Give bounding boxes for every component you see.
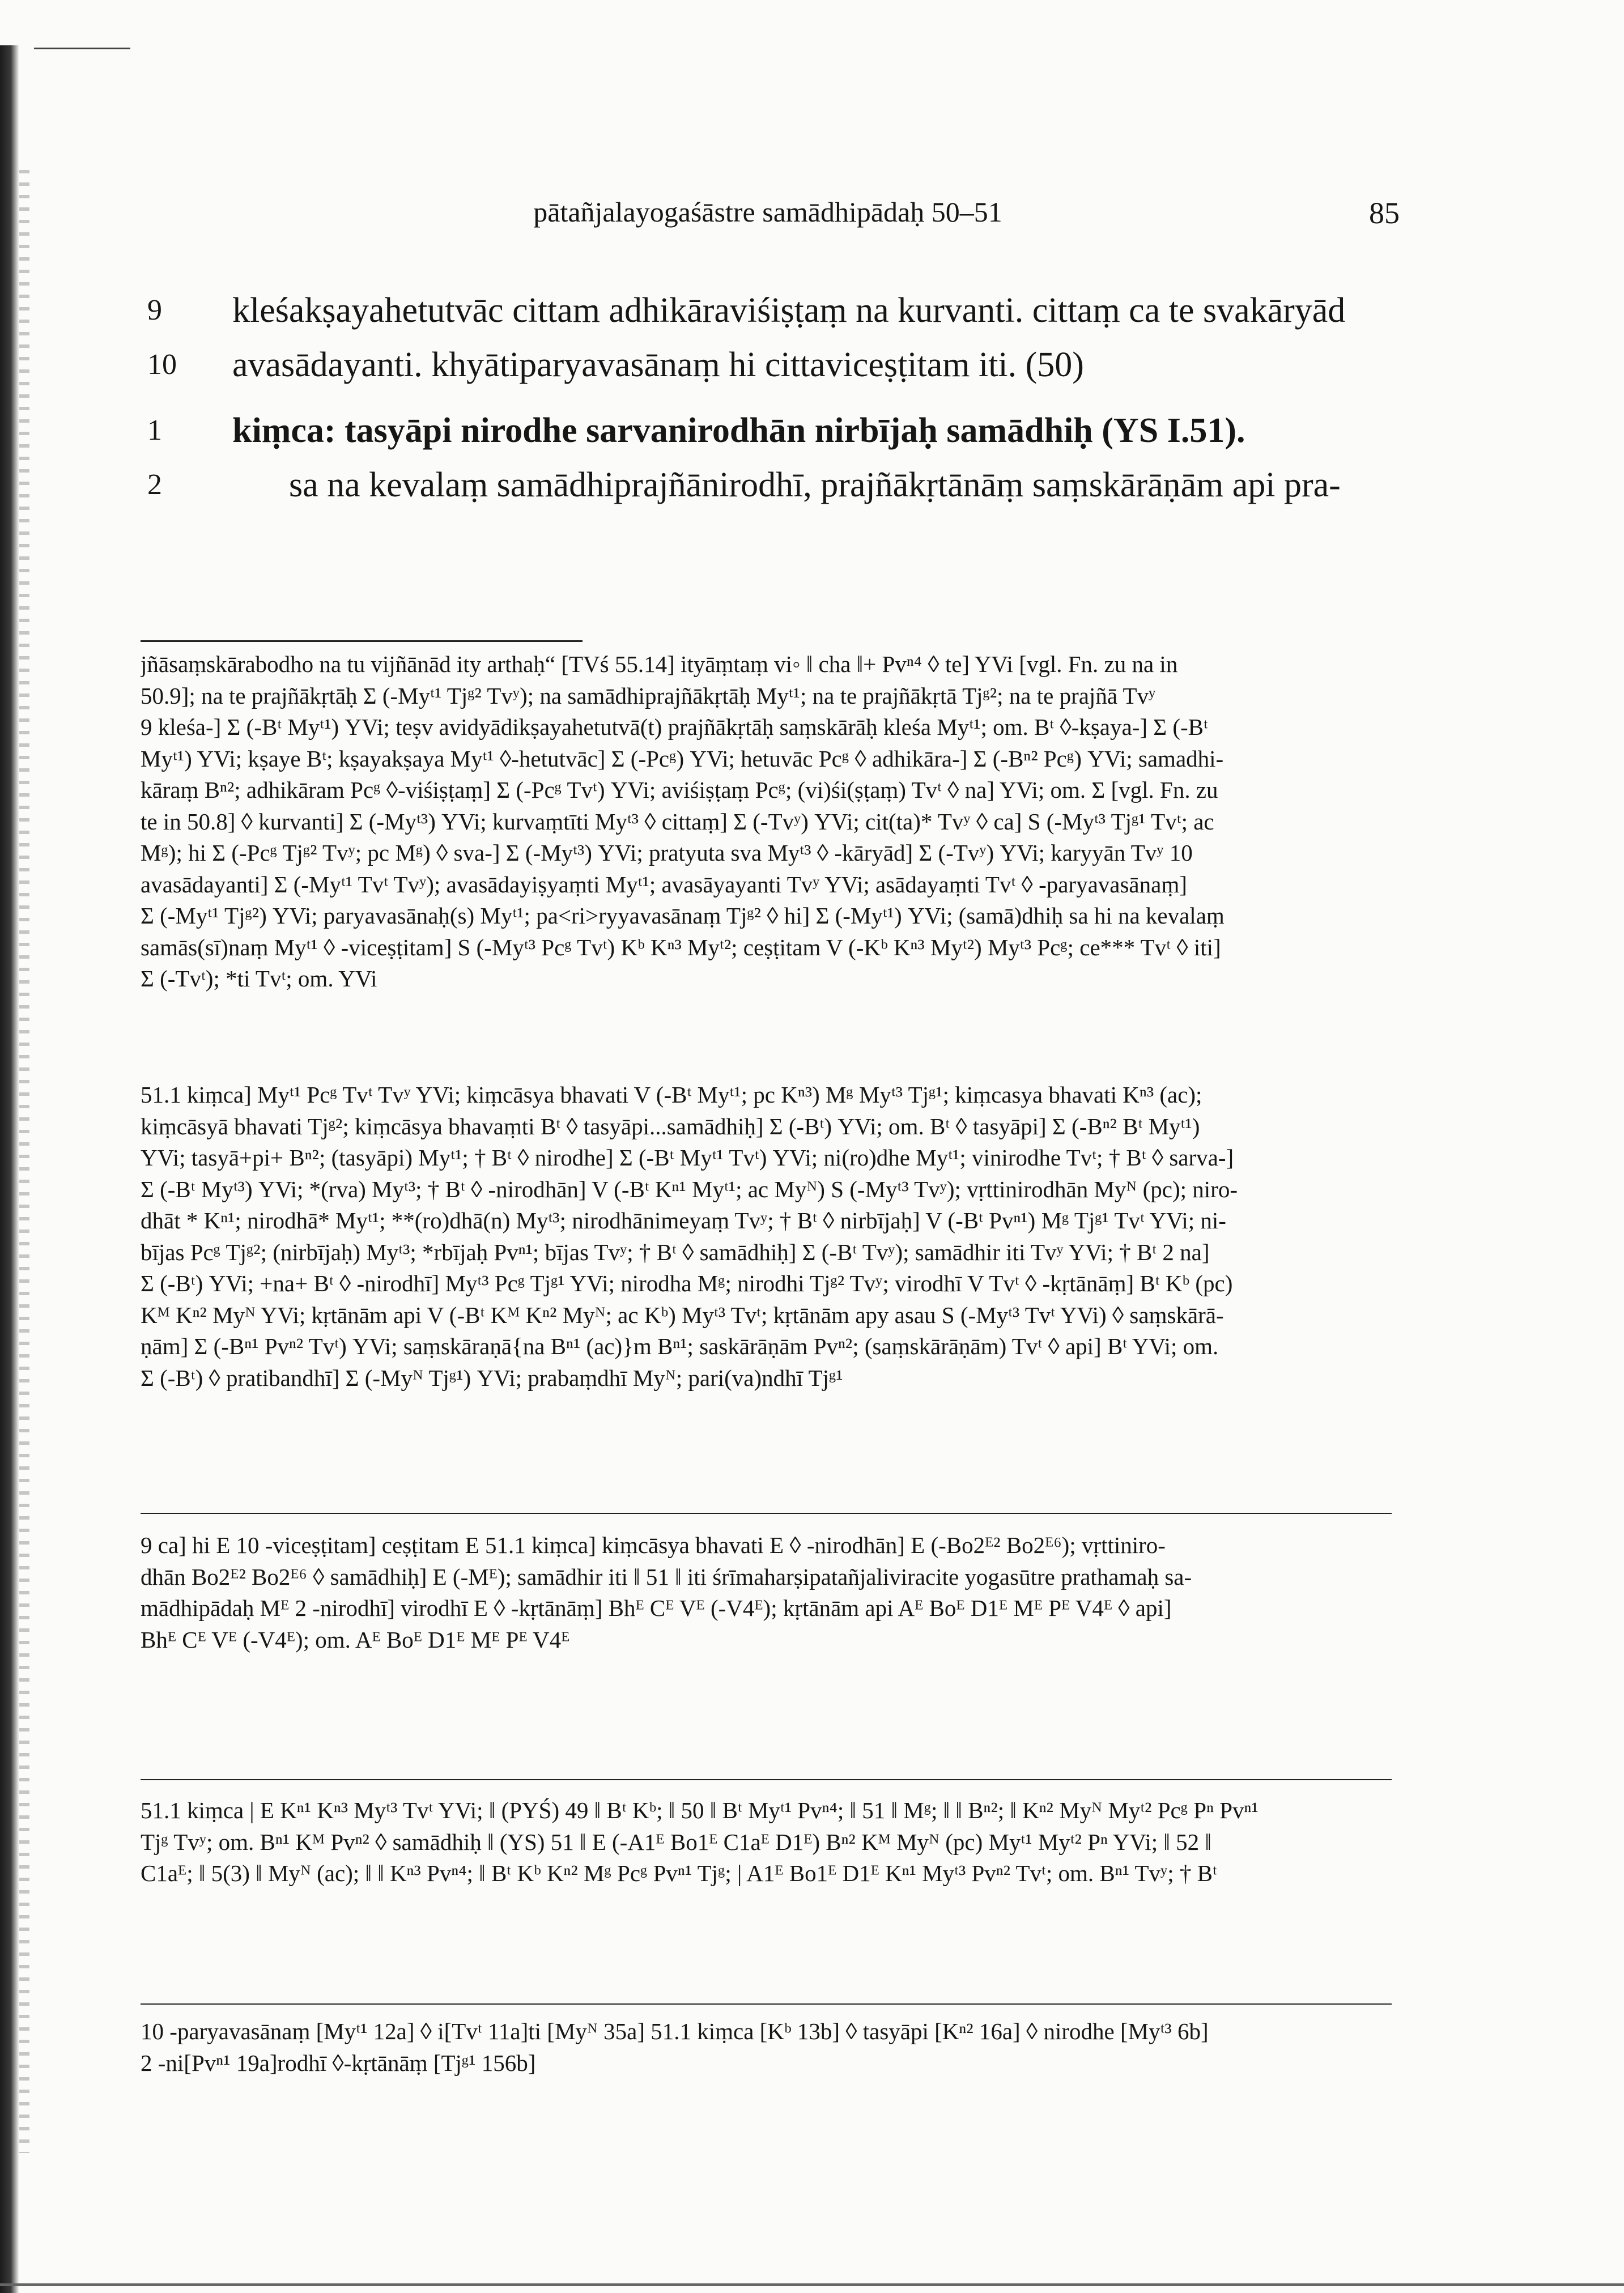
apparatus-1 <box>141 649 1392 995</box>
page-number: 85 <box>1369 196 1400 230</box>
apparatus-line: C1aᴱ; ‖ 5(3) ‖ Myᴺ (ac); ‖ ‖ Kⁿ³ Pvⁿ⁴; ‖ Bᵗ Kᵇ Kⁿ² Mᵍ Pcᵍ Pvⁿ¹ Tjᵍ; | A1ᴱ Bo1ᴱ D1ᴱ Kⁿ¹ Myᵗ³ Pvⁿ² Tvᵗ; om. Bⁿ¹ Tvʸ; † Bᵗ <box>141 1860 1217 1886</box>
apparatus-line: avasādayanti] Σ (-Myᵗ¹ Tvᵗ Tvʸ); avasādayiṣyaṃti Myᵗ¹; avasāyayanti Tvʸ YVi; asādayaṃti Tvᵗ ◊ -paryavasānaṃ] <box>141 871 1187 897</box>
apparatus-5 <box>141 2016 1392 2079</box>
line-number: 10 <box>147 348 177 381</box>
sutra-text: kiṃca: tasyāpi nirodhe sarvanirodhān nirbījaḥ samādhiḥ (YS I.51). <box>232 411 1245 450</box>
apparatus-line: dhāt * Kⁿ¹; nirodhā* Myᵗ¹; **(ro)dhā(n) Myᵗ³; nirodhānimeyaṃ Tvʸ; † Bᵗ ◊ nirbījaḥ] V (-Bᵗ Pvⁿ¹) Mᵍ Tjᵍ¹ Tvᵗ YVi; ni- <box>141 1207 1226 1233</box>
apparatus-line: kiṃcāsyā bhavati Tjᵍ²; kiṃcāsya bhavaṃti Bᵗ ◊ tasyāpi...samādhiḥ] Σ (-Bᵗ) YVi; om. Bᵗ ◊ tasyāpi] Σ (-Bⁿ² Bᵗ Myᵗ¹) <box>141 1113 1200 1139</box>
apparatus-line: Σ (-Bᵗ) ◊ pratibandhī] Σ (-Myᴺ Tjᵍ¹) YVi; prabaṃdhī Myᴺ; pari(va)ndhī Tjᵍ¹ <box>141 1364 843 1391</box>
apparatus-line: Σ (-Bᵗ) YVi; +na+ Bᵗ ◊ -nirodhī] Myᵗ³ Pcᵍ Tjᵍ¹ YVi; nirodha Mᵍ; nirodhi Tjᵍ² Tvʸ; virodhī V Tvᵗ ◊ -kṛtānāṃ] Bᵗ Kᵇ (pc) <box>141 1270 1233 1296</box>
apparatus-line: dhān Bo2ᴱ² Bo2ᴱ⁶ ◊ samādhiḥ] E (-Mᴱ); samādhir iti ‖ 51 ‖ iti śrīmaharṣipatañjaliviracite yogasūtre prathamaḥ sa- <box>141 1563 1192 1590</box>
apparatus-line: Mᵍ); hi Σ (-Pcᵍ Tjᵍ² Tvʸ; pc Mᵍ) ◊ sva-] Σ (-Myᵗ³) YVi; pratyuta sva Myᵗ³ ◊ -kāryād] Σ (-Tvʸ) YVi; karyyān Tvʸ 10 <box>141 840 1193 866</box>
apparatus-line: te in 50.8] ◊ kurvanti] Σ (-Myᵗ³) YVi; kurvaṃtīti Myᵗ³ ◊ cittaṃ] Σ (-Tvʸ) YVi; cit(ta)* Tvʸ ◊ ca] S (-Myᵗ³ Tjᵍ¹ Tvᵗ; ac <box>141 808 1214 835</box>
apparatus-rule <box>141 2003 1392 2005</box>
book-binding-shadow <box>0 45 19 2293</box>
apparatus-line: samās(sī)naṃ Myᵗ¹ ◊ -viceṣṭitam] S (-Myᵗ³ Pcᵍ Tvᵗ) Kᵇ Kⁿ³ Myᵗ²; ceṣṭitam V (-Kᵇ Kⁿ³ Myᵗ²) Myᵗ³ Pcᵍ; ce*** Tvᵗ ◊ iti] <box>141 934 1221 960</box>
line-text: kleśakṣayahetutvāc cittam adhikāraviśiṣṭaṃ na kurvanti. cittaṃ ca te svakāryād <box>232 291 1346 330</box>
apparatus-2 <box>141 1079 1392 1394</box>
running-title: pātañjalayogaśāstre samādhipādaḥ 50–51 <box>533 196 1002 228</box>
apparatus-line: Bhᴱ Cᴱ Vᴱ (-V4ᴱ); om. Aᴱ Boᴱ D1ᴱ Mᴱ Pᴱ V4ᴱ <box>141 1626 570 1653</box>
apparatus-line: Σ (-Tvᵗ); *ti Tvᵗ; om. YVi <box>141 965 377 992</box>
apparatus-line: ṇām] Σ (-Bⁿ¹ Pvⁿ² Tvᵗ) YVi; saṃskāraṇā{na Bⁿ¹ (ac)}m Bⁿ¹; saskārāṇām Pvⁿ²; (saṃskārāṇām) Tvᵗ ◊ api] Bᵗ YVi; om. <box>141 1333 1219 1359</box>
line-number: 1 <box>147 414 162 446</box>
apparatus-line: bījas Pcᵍ Tjᵍ²; (nirbījaḥ) Myᵗ³; *rbījaḥ Pvⁿ¹; bījas Tvʸ; † Bᵗ ◊ samādhiḥ] Σ (-Bᵗ Tvʸ); samādhir iti Tvʸ YVi; † Bᵗ 2 na] <box>141 1239 1210 1265</box>
apparatus-line: YVi; tasyā+pi+ Bⁿ²; (tasyāpi) Myᵗ¹; † Bᵗ ◊ nirodhe] Σ (-Bᵗ Myᵗ¹ Tvᵗ) YVi; ni(ro)dhe Myᵗ¹; vinirodhe Tvᵗ; † Bᵗ ◊ sarva-] <box>141 1145 1234 1171</box>
apparatus-4 <box>141 1795 1392 1890</box>
apparatus-line: 9 kleśa-] Σ (-Bᵗ Myᵗ¹) YVi; teṣv avidyādikṣayahetutvā(t) prajñākṛtāḥ saṃskārāḥ kleśa Myᵗ¹; om. Bᵗ ◊-kṣaya-] Σ (-Bᵗ <box>141 714 1208 740</box>
apparatus-line: jñāsaṃskārabodho na tu vijñānād ity arthaḥ“ [TVś 55.14] ityāṃtaṃ vi◦ ‖ cha ‖+ Pvⁿ⁴ ◊ te] YVi [vgl. Fn. zu na in <box>141 651 1178 677</box>
text-line <box>130 338 1405 392</box>
text-line <box>130 458 1405 512</box>
scan-bottom-edge <box>0 2283 1624 2286</box>
text-line <box>130 403 1405 458</box>
apparatus-line: Myᵗ¹) YVi; kṣaye Bᵗ; kṣayakṣaya Myᵗ¹ ◊-hetutvāc] Σ (-Pcᵍ) YVi; hetuvāc Pcᵍ ◊ adhikāra-] Σ (-Bⁿ² Pcᵍ) YVi; samadhi- <box>141 745 1224 772</box>
scan-edge-line <box>34 48 130 49</box>
line-text: avasādayanti. khyātiparyavasānaṃ hi cittaviceṣṭitam iti. (50) <box>232 346 1084 384</box>
apparatus-line: Kᴹ Kⁿ² Myᴺ YVi; kṛtānām api V (-Bᵗ Kᴹ Kⁿ² Myᴺ; ac Kᵇ) Myᵗ³ Tvᵗ; kṛtānām apy asau S (-Myᵗ³ Tvᵗ YVi) ◊ saṃskārā- <box>141 1301 1224 1328</box>
apparatus-rule <box>141 1513 1392 1514</box>
binding-stitching <box>19 170 29 2153</box>
apparatus-line: 2 -ni[Pvⁿ¹ 19a]rodhī ◊-kṛtānāṃ [Tjᵍ¹ 156b] <box>141 2049 536 2076</box>
apparatus-line: 51.1 kiṃca] Myᵗ¹ Pcᵍ Tvᵗ Tvʸ YVi; kiṃcāsya bhavati V (-Bᵗ Myᵗ¹; pc Kⁿ³) Mᵍ Myᵗ³ Tjᵍ¹; kiṃcasya bhavati Kⁿ³ (ac); <box>141 1082 1202 1108</box>
line-number: 9 <box>147 294 162 326</box>
apparatus-line: Σ (-Bᵗ Myᵗ³) YVi; *(rva) Myᵗ³; † Bᵗ ◊ -nirodhān] V (-Bᵗ Kⁿ¹ Myᵗ¹; ac Myᴺ) S (-Myᵗ³ Tvʸ); vṛttinirodhān Myᴺ (pc); niro- <box>141 1176 1238 1202</box>
line-text: sa na kevalaṃ samādhiprajñānirodhī, prajñākṛtānāṃ saṃskārāṇām api pra- <box>289 466 1341 504</box>
apparatus-3 <box>141 1530 1392 1656</box>
apparatus-line: kāraṃ Bⁿ²; adhikāram Pcᵍ ◊-viśiṣṭaṃ] Σ (-Pcᵍ Tvᵗ) YVi; aviśiṣṭaṃ Pcᵍ; (vi)śi(ṣṭaṃ) Tvᵗ ◊ na] YVi; om. Σ [vgl. Fn. zu <box>141 777 1218 803</box>
apparatus-rule <box>141 640 583 642</box>
apparatus-line: Σ (-Myᵗ¹ Tjᵍ²) YVi; paryavasānaḥ(s) Myᵗ¹; pa<ri>ryyavasānaṃ Tjᵍ² ◊ hi] Σ (-Myᵗ¹) YVi; (samā)dhiḥ sa hi na kevalaṃ <box>141 903 1225 929</box>
line-number: 2 <box>147 469 162 501</box>
apparatus-line: mādhipādaḥ Mᴱ 2 -nirodhī] virodhī E ◊ -kṛtānāṃ] Bhᴱ Cᴱ Vᴱ (-V4ᴱ); kṛtānām api Aᴱ Boᴱ D1ᴱ Mᴱ Pᴱ V4ᴱ ◊ api] <box>141 1595 1172 1621</box>
apparatus-line: Tjᵍ Tvʸ; om. Bⁿ¹ Kᴹ Pvⁿ² ◊ samādhiḥ ‖ (YS) 51 ‖ E (-A1ᴱ Bo1ᴱ C1aᴱ D1ᴱ) Bⁿ² Kᴹ Myᴺ (pc) Myᵗ¹ Myᵗ² Pⁿ YVi; ‖ 52 ‖ <box>141 1828 1211 1855</box>
page-header <box>136 195 1400 241</box>
apparatus-rule <box>141 1779 1392 1780</box>
apparatus-line: 10 -paryavasānaṃ [Myᵗ¹ 12a] ◊ i[Tvᵗ 11a]ti [Myᴺ 35a] 51.1 kiṃca [Kᵇ 13b] ◊ tasyāpi [Kⁿ² 16a] ◊ nirodhe [Myᵗ³ 6b] <box>141 2018 1209 2044</box>
apparatus-line: 51.1 kiṃca | E Kⁿ¹ Kⁿ³ Myᵗ³ Tvᵗ YVi; ‖ (PYŚ) 49 ‖ Bᵗ Kᵇ; ‖ 50 ‖ Bᵗ Myᵗ¹ Pvⁿ⁴; ‖ 51 ‖ Mᵍ; ‖ ‖ Bⁿ²; ‖ Kⁿ² Myᴺ Myᵗ² Pcᵍ Pⁿ Pvⁿ¹ <box>141 1797 1259 1823</box>
apparatus-line: 9 ca] hi E 10 -viceṣṭitam] ceṣṭitam E 51.1 kiṃca] kiṃcāsya bhavati E ◊ -nirodhān] E (-Bo2ᴱ² Bo2ᴱ⁶); vṛttiniro- <box>141 1532 1166 1558</box>
text-line <box>130 283 1405 338</box>
main-text-block <box>130 283 1405 512</box>
apparatus-line: 50.9]; na te prajñākṛtāḥ Σ (-Myᵗ¹ Tjᵍ² Tvʸ); na samādhiprajñākṛtāḥ Myᵗ¹; na te prajñākṛtā Tjᵍ²; na te prajñā Tvʸ <box>141 682 1156 709</box>
